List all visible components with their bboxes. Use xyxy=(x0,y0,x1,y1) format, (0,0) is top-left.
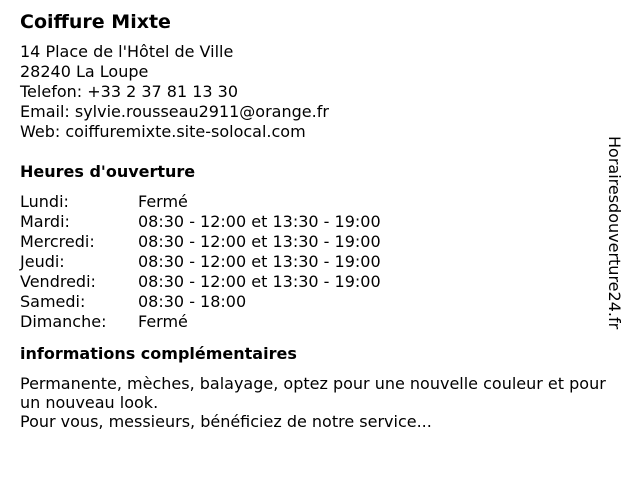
hours-row-friday xyxy=(20,272,620,292)
email-line: Email: sylvie.rousseau2911@orange.fr xyxy=(20,102,329,121)
day-hours: 08:30 - 12:00 et 13:30 - 19:00 xyxy=(138,272,381,291)
day-hours: Fermé xyxy=(138,312,188,331)
additional-info-heading: informations complémentaires xyxy=(20,344,297,363)
opening-hours-heading: Heures d'ouverture xyxy=(20,162,196,181)
additional-info-text-continued: Pour vous, messieurs, bénéficiez de notre service... xyxy=(20,412,432,431)
day-label: Samedi: xyxy=(20,292,86,311)
business-name: Coiffure Mixte xyxy=(20,11,171,33)
hours-row-tuesday xyxy=(20,212,620,232)
opening-hours-table xyxy=(20,192,620,332)
hours-row-thursday xyxy=(20,252,620,272)
site-watermark: Horairesdouverture24.fr xyxy=(605,136,624,330)
day-hours: Fermé xyxy=(138,192,188,211)
address-line-street: 14 Place de l'Hôtel de Ville xyxy=(20,42,234,61)
phone-line: Telefon: +33 2 37 81 13 30 xyxy=(20,82,239,101)
hours-row-monday xyxy=(20,192,620,212)
hours-row-wednesday xyxy=(20,232,620,252)
hours-row-sunday xyxy=(20,312,620,332)
day-hours: 08:30 - 12:00 et 13:30 - 19:00 xyxy=(138,232,381,251)
address-line-city: 28240 La Loupe xyxy=(20,62,149,81)
day-label: Lundi: xyxy=(20,192,69,211)
day-label: Mercredi: xyxy=(20,232,95,251)
day-hours: 08:30 - 12:00 et 13:30 - 19:00 xyxy=(138,212,381,231)
hours-row-saturday xyxy=(20,292,620,312)
day-label: Dimanche: xyxy=(20,312,107,331)
web-line: Web: coiffuremixte.site-solocal.com xyxy=(20,122,306,141)
day-hours: 08:30 - 12:00 et 13:30 - 19:00 xyxy=(138,252,381,271)
day-label: Mardi: xyxy=(20,212,70,231)
day-label: Jeudi: xyxy=(20,252,65,271)
business-card xyxy=(20,8,620,431)
additional-info-text: Permanente, mèches, balayage, optez pour une nouvelle couleur et pour un nouveau look. xyxy=(20,374,606,412)
day-label: Vendredi: xyxy=(20,272,96,291)
day-hours: 08:30 - 18:00 xyxy=(138,292,247,311)
